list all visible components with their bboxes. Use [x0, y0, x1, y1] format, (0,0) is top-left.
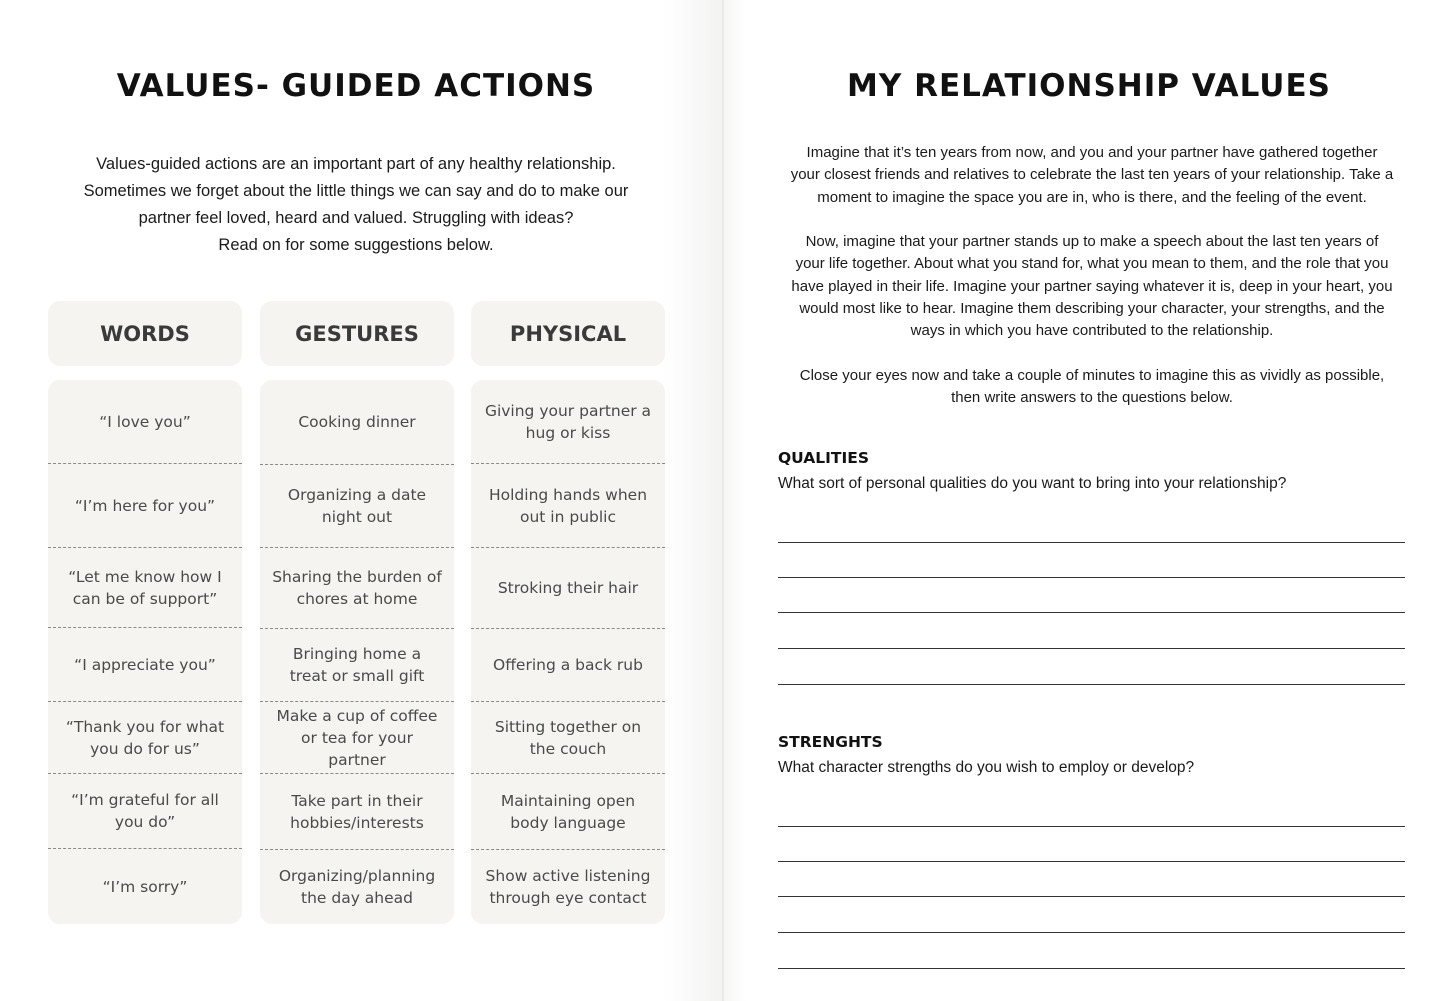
answer-line[interactable]: [778, 612, 1405, 613]
action-item: Organizing/planning the day ahead: [278, 867, 436, 907]
action-item: Offering a back rub: [471, 629, 665, 702]
right-page: [724, 0, 1445, 1001]
page-title: VALUES- GUIDED ACTIONS: [116, 68, 596, 104]
answer-line[interactable]: [778, 861, 1405, 862]
paragraph-line: ways in which you have contributed to the relationship.: [910, 322, 1274, 340]
instruction-paragraph: [774, 231, 1410, 342]
paragraph-line: Now, imagine that your partner stands up to make a speech about the last ten years of: [805, 233, 1379, 250]
action-item: Organizing a date night out: [260, 465, 454, 548]
intro-line: Read on for some suggestions below.: [218, 236, 494, 254]
action-item: Take part in their hobbies/interests: [260, 774, 454, 850]
action-item: Holding hands when out in public: [471, 464, 665, 548]
column-header-gestures: GESTURES: [260, 301, 454, 366]
column-card-physical: [471, 380, 665, 924]
section-heading-strengths: STRENGHTS: [778, 733, 883, 751]
intro-line: partner feel loved, heard and valued. Struggling with ideas?: [138, 209, 574, 227]
answer-line[interactable]: [778, 684, 1405, 685]
action-item: Maintaining open body language: [471, 774, 665, 850]
action-item: Sharing the burden of chores at home: [260, 548, 454, 629]
action-item: “Let me know how I can be of support”: [48, 548, 242, 628]
intro-line: Values-guided actions are an important part of any healthy relationship.: [96, 155, 616, 173]
action-item: Cooking dinner: [260, 380, 454, 465]
answer-line[interactable]: [778, 577, 1405, 578]
instruction-paragraph: [774, 365, 1410, 410]
column-card-gestures: [260, 380, 454, 924]
action-item: “Thank you for what you do for us”: [48, 702, 242, 774]
left-page: [0, 0, 722, 1001]
question-strengths: What character strengths do you wish to employ or develop?: [778, 759, 1195, 776]
paragraph-line: your life together. About what you stand for, what you mean to them, and the role that you: [795, 255, 1389, 273]
answer-line[interactable]: [778, 826, 1405, 827]
action-item: Giving your partner a hug or kiss: [471, 380, 665, 464]
answer-line[interactable]: [778, 932, 1405, 933]
action-item: Stroking their hair: [471, 548, 665, 629]
paragraph-line: moment to imagine the space you are in, who is there, and the feeling of the event.: [817, 188, 1367, 206]
action-item: Make a cup of coffee or tea for your partner: [260, 702, 454, 774]
column-header-words: WORDS: [48, 301, 242, 366]
action-item: “I’m grateful for all you do”: [48, 774, 242, 849]
action-item: “I’m sorry”: [102, 877, 188, 896]
answer-line[interactable]: [778, 968, 1405, 969]
answer-line[interactable]: [778, 542, 1405, 543]
action-item: Bringing home a treat or small gift: [260, 629, 454, 702]
paragraph-line: then write answers to the questions below.: [951, 389, 1233, 407]
column-header-physical: PHYSICAL: [471, 301, 665, 366]
intro-text: [40, 151, 672, 259]
paragraph-line: your closest friends and relatives to celebrate the last ten years of your relationship. Take a: [790, 166, 1394, 184]
paragraph-line: Close your eyes now and take a couple of minutes to imagine this as vividly as possible,: [799, 367, 1385, 384]
instruction-paragraph: [774, 142, 1410, 209]
section-heading-qualities: QUALITIES: [778, 449, 870, 467]
action-item: “I love you”: [48, 380, 242, 464]
paragraph-line: would most like to hear. Imagine them describing your character, your strengths, and the: [799, 299, 1385, 317]
answer-line[interactable]: [778, 648, 1405, 649]
intro-line: Sometimes we forget about the little things we can say and do to make our: [83, 182, 629, 200]
action-item: Sitting together on the couch: [471, 702, 665, 774]
column-card-words: [48, 380, 242, 924]
action-item: “I appreciate you”: [48, 628, 242, 702]
action-item: Show active listening through eye contact: [485, 867, 651, 907]
answer-line[interactable]: [778, 896, 1405, 897]
paragraph-line: have played in their life. Imagine your partner saying whatever it is, deep in your heart, you: [791, 277, 1393, 295]
question-qualities: What sort of personal qualities do you want to bring into your relationship?: [778, 475, 1287, 492]
action-item: “I’m here for you”: [48, 464, 242, 548]
paragraph-line: Imagine that it’s ten years from now, and you and your partner have gathered together: [806, 144, 1378, 161]
page-title: MY RELATIONSHIP VALUES: [847, 68, 1331, 104]
